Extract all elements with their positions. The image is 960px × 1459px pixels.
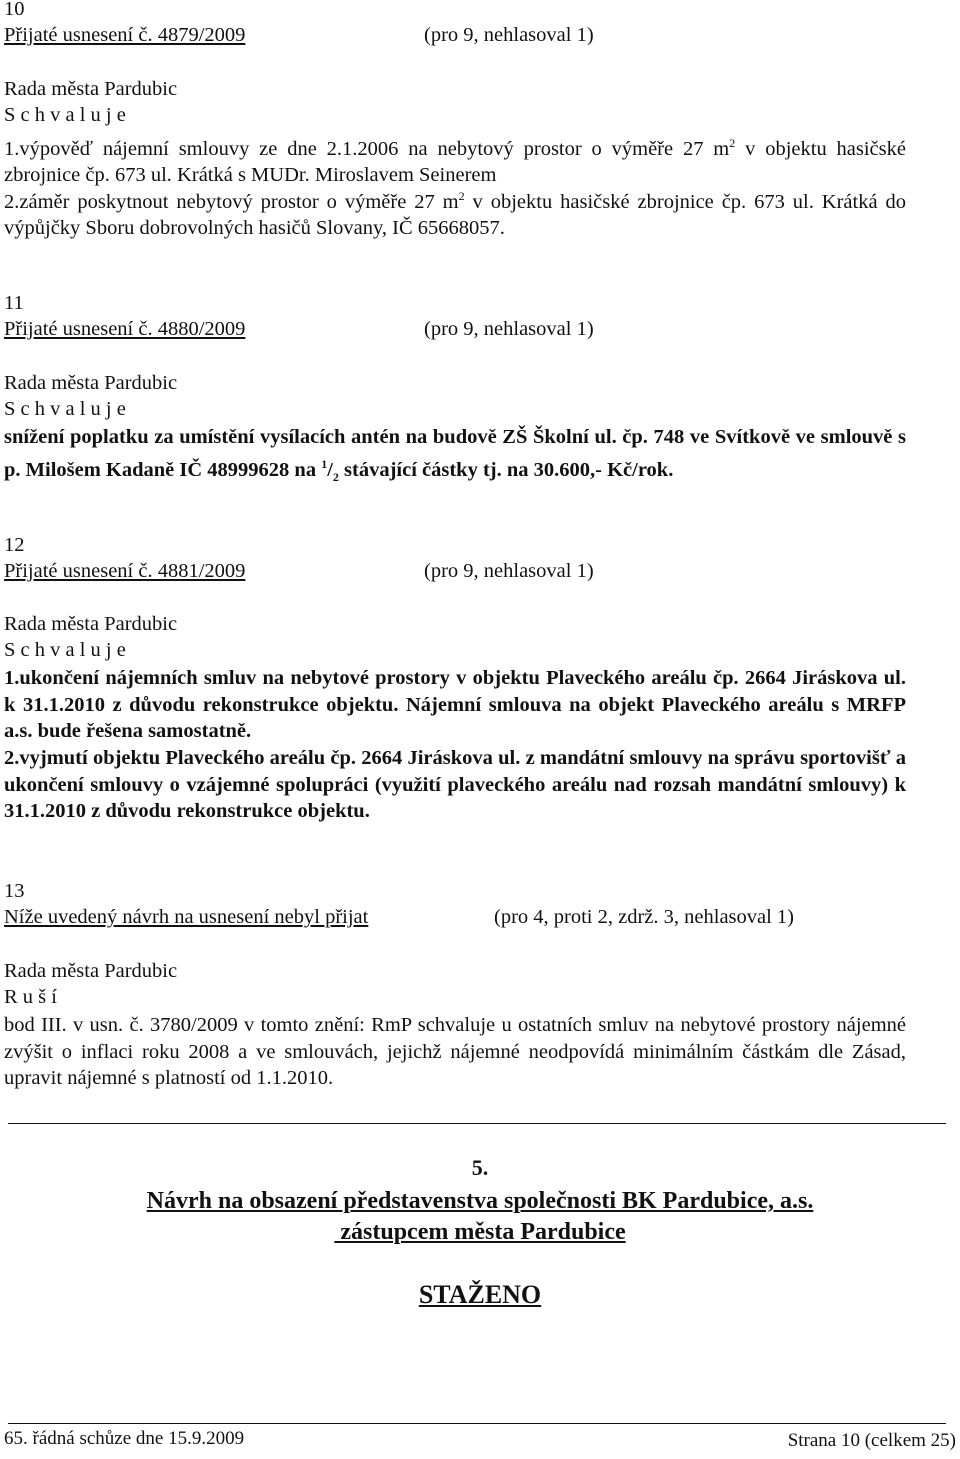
resolution-verb: S c h v a l u j e bbox=[4, 398, 126, 420]
resolution-text: 1.ukončení nájemních smluv na nebytové prostory v objektu Plaveckého areálu čp. 2664 Jiráskova ul. k 31.1.2010 z důvodu rekonstrukce objektu. Nájemní smlouva na objekt Plaveckého areálu s MRFP a.s. bude řešena samostatně. bbox=[4, 667, 906, 742]
resolution-text: snížení poplatku za umístění vysílacích antén na budově ZŠ Školní ul. čp. 748 ve Svítkově ve smlouvě s p. Milošem Kadaně IČ 48999628 na $^1/_2$ stávající částky tj. na 30.600,- Kč/rok. bbox=[4, 426, 906, 484]
resolution-text: bod III. v usn. č. 3780/2009 v tomto znění: RmP schvaluje u ostatních smluv na nebytové prostory nájemné zvýšit o inflaci roku 2008 a ve smlouvách, jejichž nájemné neodpovídá minimálním částkám dle Zásad, upravit nájemné s platností od 1.1.2010. bbox=[4, 1014, 906, 1089]
resolution-verb: S c h v a l u j e bbox=[4, 639, 126, 661]
status-badge: STAŽENO bbox=[418, 1280, 542, 1309]
resolution-text: 2.záměr poskytnout nebytový prostor o výměře 27 $m^2$ v objektu hasičské zbrojnice čp. 673 ul. Krátká do výpůjčky Sboru dobrovolných hasičů Slovany, IČ 65668057. bbox=[4, 189, 906, 240]
vote-result: (pro 9, nehlasoval 1) bbox=[424, 560, 594, 582]
section-divider bbox=[8, 1123, 946, 1124]
vote-result: (pro 4, proti 2, zdrž. 3, nehlasoval 1) bbox=[494, 906, 795, 928]
agenda-number: 5. bbox=[471, 1155, 489, 1180]
resolution-title: Přijaté usnesení č. 4879/2009 bbox=[4, 24, 246, 46]
resolution-verb: S c h v a l u j e bbox=[4, 104, 126, 126]
agenda-title: Návrh na obsazení představenstva společnosti BK Pardubice, a.s. bbox=[146, 1188, 814, 1214]
resolution-text: 1.výpověď nájemní smlouvy ze dne 2.1.2006 na nebytový prostor o výměře 27 $m^2$ v objektu hasičské zbrojnice čp. 673 ul. Krátká s MUDr. Miroslavem Seinerem bbox=[4, 136, 906, 187]
resolution-verb: R u š í bbox=[4, 986, 57, 1008]
vote-result: (pro 9, nehlasoval 1) bbox=[424, 318, 594, 340]
item-number: 11 bbox=[4, 292, 24, 314]
footer-divider bbox=[8, 1423, 946, 1424]
agenda-title: zástupcem města Pardubice bbox=[334, 1219, 626, 1245]
council-name: Rada města Pardubic bbox=[4, 372, 178, 394]
resolution-text: 2.vyjmutí objektu Plaveckého areálu čp. 2664 Jiráskova ul. z mandátní smlouvy na správu sportovišť a ukončení smlouvy o vzájemné spolupráci (využití plaveckého areálu nad rozsah mandátní smlouvy) k 31.1.2010 z důvodu rekonstrukce objektu. bbox=[4, 747, 906, 822]
item-number: 10 bbox=[4, 0, 25, 20]
council-name: Rada města Pardubic bbox=[4, 78, 178, 100]
meeting-info: 65. řádná schůze dne 15.9.2009 bbox=[4, 1428, 245, 1449]
item-number: 12 bbox=[4, 534, 25, 556]
page-number: Strana 10 (celkem 25) bbox=[787, 1430, 956, 1451]
resolution-title: Níže uvedený návrh na usnesení nebyl přijat bbox=[4, 906, 369, 928]
resolution-title: Přijaté usnesení č. 4880/2009 bbox=[4, 318, 246, 340]
council-name: Rada města Pardubic bbox=[4, 960, 178, 982]
item-number: 13 bbox=[4, 880, 25, 902]
resolution-title: Přijaté usnesení č. 4881/2009 bbox=[4, 560, 246, 582]
vote-result: (pro 9, nehlasoval 1) bbox=[424, 24, 594, 46]
council-name: Rada města Pardubic bbox=[4, 613, 178, 635]
